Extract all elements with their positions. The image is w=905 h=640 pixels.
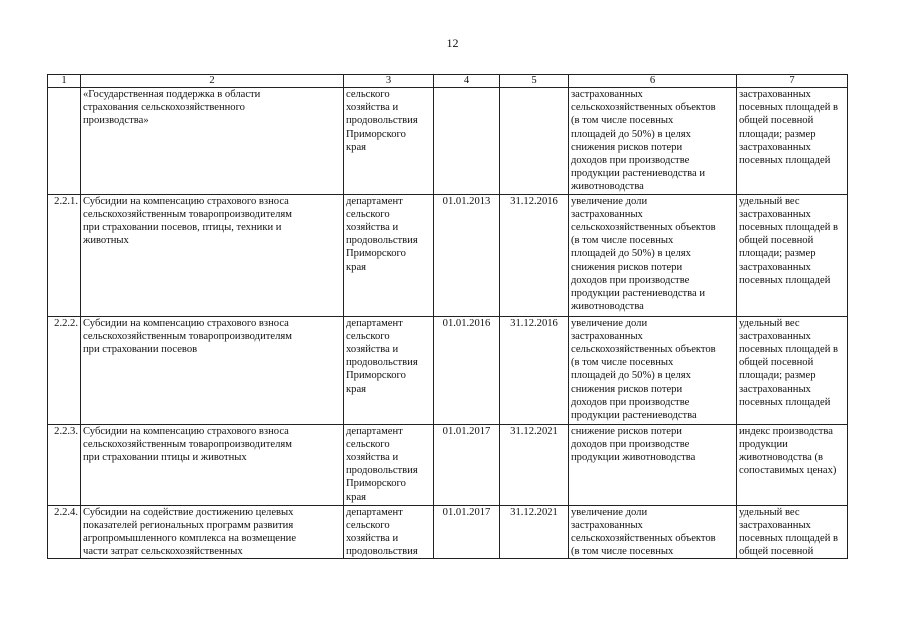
- program-table: [47, 74, 848, 559]
- indicator: удельный вес застрахованных посевных площадей в общей посевной площади; размер застрахованных посевных площадей: [737, 316, 848, 424]
- table-row: [48, 424, 848, 505]
- end-date: [500, 88, 569, 195]
- expected-result: снижение рисков потери доходов при производстве продукции животноводства: [569, 424, 737, 505]
- column-header: 2: [81, 75, 344, 88]
- indicator: удельный вес застрахованных посевных площадей в общей посевной площади; размер застрахованных посевных площадей: [737, 194, 848, 316]
- end-date: 31.12.2016: [500, 316, 569, 424]
- expected-result: увеличение доли застрахованных сельскохозяйственных объектов (в том числе посевных: [569, 505, 737, 559]
- expected-result: увеличение доли застрахованных сельскохозяйственных объектов (в том числе посевных площадей до 50%) в целях снижения рисков потери доходов при производстве продукции растениеводства и животноводства: [569, 194, 737, 316]
- row-number: 2.2.3.: [48, 424, 81, 505]
- start-date: 01.01.2016: [434, 316, 500, 424]
- executor: департамент сельского хозяйства и продовольствия Приморского края: [344, 424, 434, 505]
- end-date: 31.12.2021: [500, 505, 569, 559]
- indicator: удельный вес застрахованных посевных площадей в общей посевной: [737, 505, 848, 559]
- end-date: 31.12.2021: [500, 424, 569, 505]
- column-header: 3: [344, 75, 434, 88]
- measure-name: Субсидии на компенсацию страхового взноса сельскохозяйственным товаропроизводителям при страховании птицы и животных: [81, 424, 344, 505]
- column-header: 7: [737, 75, 848, 88]
- executor: сельского хозяйства и продовольствия Приморского края: [344, 88, 434, 195]
- page-number: 12: [446, 36, 459, 50]
- executor: департамент сельского хозяйства и продовольствия Приморского края: [344, 194, 434, 316]
- indicator: застрахованных посевных площадей в общей посевной площади; размер застрахованных посевных площадей: [737, 88, 848, 195]
- start-date: 01.01.2013: [434, 194, 500, 316]
- row-number: 2.2.1.: [48, 194, 81, 316]
- expected-result: увеличение доли застрахованных сельскохозяйственных объектов (в том числе посевных площадей до 50%) в целях снижения рисков потери доходов при производстве продукции растениеводства: [569, 316, 737, 424]
- measure-name: Субсидии на содействие достижению целевых показателей региональных программ развития агропромышленного комплекса на возмещение части затрат сельскохозяйственных: [81, 505, 344, 559]
- indicator: индекс производства продукции животноводства (в сопоставимых ценах): [737, 424, 848, 505]
- start-date: [434, 88, 500, 195]
- expected-result: застрахованных сельскохозяйственных объектов (в том числе посевных площадей до 50%) в целях снижения рисков потери доходов при производстве продукции растениеводства и животноводства: [569, 88, 737, 195]
- column-header: 5: [500, 75, 569, 88]
- measure-name: Субсидии на компенсацию страхового взноса сельскохозяйственным товаропроизводителям при страховании посевов: [81, 316, 344, 424]
- measure-name: Субсидии на компенсацию страхового взноса сельскохозяйственным товаропроизводителям при страховании посевов, птицы, техники и животных: [81, 194, 344, 316]
- executor: департамент сельского хозяйства и продовольствия Приморского края: [344, 316, 434, 424]
- row-number: 2.2.4.: [48, 505, 81, 559]
- table-row: [48, 505, 848, 559]
- end-date: 31.12.2016: [500, 194, 569, 316]
- column-header: 1: [48, 75, 81, 88]
- table-row: [48, 316, 848, 424]
- row-number: 2.2.2.: [48, 316, 81, 424]
- table-row: [48, 194, 848, 316]
- table-row: [48, 88, 848, 195]
- start-date: 01.01.2017: [434, 424, 500, 505]
- executor: департамент сельского хозяйства и продовольствия: [344, 505, 434, 559]
- measure-name: «Государственная поддержка в области страхования сельскохозяйственного производства»: [81, 88, 344, 195]
- column-header: 4: [434, 75, 500, 88]
- column-header: 6: [569, 75, 737, 88]
- row-number: [48, 88, 81, 195]
- start-date: 01.01.2017: [434, 505, 500, 559]
- table-header-row: [48, 75, 848, 88]
